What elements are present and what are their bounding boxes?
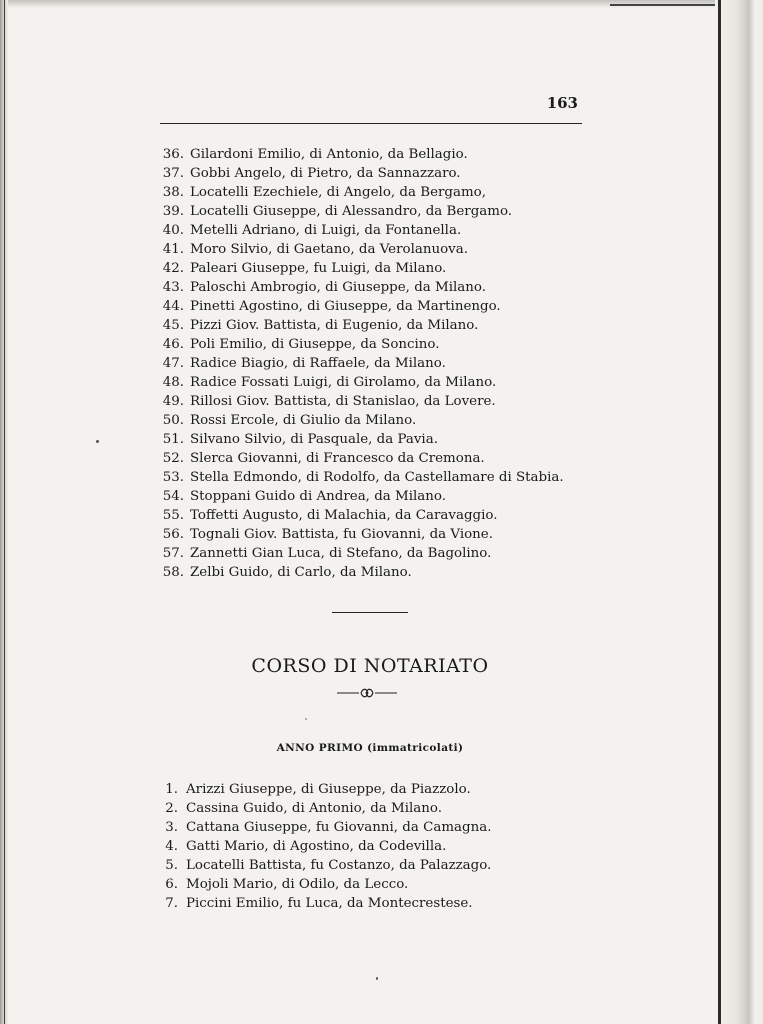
list-item	[152, 335, 564, 354]
list-item-number: 53.	[162, 470, 184, 485]
list-item	[152, 487, 564, 506]
list-item	[152, 259, 564, 278]
list-item	[160, 894, 491, 913]
list-item-number: 2.	[165, 801, 178, 816]
list-item	[152, 164, 564, 183]
list-item-text: Silvano Silvio, di Pasquale, da Pavia.	[190, 432, 438, 447]
list-item	[152, 525, 564, 544]
list-item-text: Poli Emilio, di Giuseppe, da Soncino.	[190, 337, 440, 352]
list-item-text: Slerca Giovanni, di Francesco da Cremona.	[190, 451, 485, 466]
list-item	[152, 240, 564, 259]
list-item-text: Stoppani Guido di Andrea, da Milano.	[190, 489, 446, 504]
list-item-text: Locatelli Ezechiele, di Angelo, da Bergamo,	[190, 185, 486, 200]
list-item	[152, 373, 564, 392]
list-item-number: 54.	[162, 489, 184, 504]
list-item-text: Rossi Ercole, di Giulio da Milano.	[190, 413, 417, 428]
list-item-text: Locatelli Battista, fu Costanzo, da Palazzago.	[186, 858, 492, 873]
page-number: 163	[546, 94, 578, 112]
list-item-text: Cassina Guido, di Antonio, da Milano.	[186, 801, 442, 816]
page-left-edge-line	[4, 0, 5, 1024]
list-item	[160, 856, 491, 875]
list-item-number: 42.	[162, 261, 184, 276]
header-rule	[160, 123, 582, 124]
list-item-number: 40.	[162, 223, 184, 238]
list-item	[160, 818, 491, 837]
page-right-edge-line	[718, 0, 721, 1024]
list-item-text: Zelbi Guido, di Carlo, da Milano.	[190, 565, 412, 580]
list-item	[152, 145, 564, 164]
list-item-number: 50.	[162, 413, 184, 428]
section-title: CORSO DI NOTARIATO	[251, 655, 489, 677]
list-item-text: Arizzi Giuseppe, di Giuseppe, da Piazzolo.	[186, 782, 471, 797]
list-item-text: Piccini Emilio, fu Luca, da Montecrestese.	[186, 896, 473, 911]
list-item-text: Cattana Giuseppe, fu Giovanni, da Camagna.	[186, 820, 492, 835]
list-item-number: 46.	[162, 337, 184, 352]
list-item	[152, 221, 564, 240]
list-item-text: Paloschi Ambrogio, di Giuseppe, da Milano.	[190, 280, 486, 295]
list-item	[152, 563, 564, 582]
list-item-text: Pinetti Agostino, di Giuseppe, da Martinengo.	[190, 299, 501, 314]
page-right-edge	[715, 0, 763, 1024]
scan-speck	[376, 977, 378, 980]
list-item-number: 45.	[162, 318, 184, 333]
list-item	[152, 297, 564, 316]
list-item-number: 37.	[162, 166, 184, 181]
list-item	[152, 278, 564, 297]
list-item	[160, 799, 491, 818]
list-item-text: Toffetti Augusto, di Malachia, da Caravaggio.	[190, 508, 498, 523]
list-item-number: 48.	[162, 375, 184, 390]
list-item	[152, 544, 564, 563]
list-item-text: Stella Edmondo, di Rodolfo, da Castellamare di Stabia.	[190, 470, 564, 485]
list-item-number: 56.	[162, 527, 184, 542]
list-item	[160, 837, 491, 856]
list-item-number: 51.	[162, 432, 184, 447]
section-subheading: ANNO PRIMO (immatricolati)	[276, 742, 464, 754]
list-item-number: 55.	[162, 508, 184, 523]
list-item-text: Locatelli Giuseppe, di Alessandro, da Bergamo.	[190, 204, 513, 219]
list-item-number: 4.	[165, 839, 178, 854]
list-item	[152, 430, 564, 449]
scan-speck	[96, 440, 99, 443]
list-item-text: Radice Fossati Luigi, di Girolamo, da Milano.	[190, 375, 497, 390]
list-item	[152, 392, 564, 411]
notariato-student-list	[160, 780, 491, 913]
list-item-number: 58.	[162, 565, 184, 580]
page-top-edge-mark	[610, 4, 720, 6]
list-item	[152, 468, 564, 487]
list-item	[152, 449, 564, 468]
list-item	[152, 202, 564, 221]
list-item-text: Rillosi Giov. Battista, di Stanislao, da Lovere.	[190, 394, 496, 409]
list-item-number: 44.	[162, 299, 184, 314]
list-item-number: 39.	[162, 204, 184, 219]
list-item-text: Metelli Adriano, di Luigi, da Fontanella.	[190, 223, 462, 238]
list-item-text: Radice Biagio, di Raffaele, da Milano.	[190, 356, 446, 371]
list-item	[152, 354, 564, 373]
list-item-text: Gilardoni Emilio, di Antonio, da Bellagio.	[190, 147, 468, 162]
list-item-text: Gobbi Angelo, di Pietro, da Sannazzaro.	[190, 166, 461, 181]
list-item-text: Zannetti Gian Luca, di Stefano, da Bagolino.	[190, 546, 492, 561]
list-item-number: 57.	[162, 546, 184, 561]
list-item-text: Gatti Mario, di Agostino, da Codevilla.	[186, 839, 447, 854]
list-item-text: Paleari Giuseppe, fu Luigi, da Milano.	[190, 261, 447, 276]
list-item-number: 6.	[165, 877, 178, 892]
list-item-number: 43.	[162, 280, 184, 295]
list-item-text: Tognali Giov. Battista, fu Giovanni, da Vione.	[190, 527, 493, 542]
list-item-text: Mojoli Mario, di Odilo, da Lecco.	[186, 877, 409, 892]
scan-speck	[305, 718, 307, 720]
list-item-number: 49.	[162, 394, 184, 409]
list-item	[152, 506, 564, 525]
list-item-number: 1.	[165, 782, 178, 797]
student-list-continued	[152, 145, 564, 582]
list-item-text: Pizzi Giov. Battista, di Eugenio, da Milano.	[190, 318, 479, 333]
list-item	[152, 316, 564, 335]
list-item	[152, 183, 564, 202]
list-item-number: 52.	[162, 451, 184, 466]
list-item-number: 7.	[165, 896, 178, 911]
list-item-number: 47.	[162, 356, 184, 371]
list-item	[160, 875, 491, 894]
list-item-number: 38.	[162, 185, 184, 200]
list-item-text: Moro Silvio, di Gaetano, da Verolanuova.	[190, 242, 468, 257]
list-item	[160, 780, 491, 799]
ornament-divider-icon	[335, 684, 399, 700]
list-item-number: 41.	[162, 242, 184, 257]
list-item-number: 3.	[165, 820, 178, 835]
section-separator-rule	[332, 612, 408, 613]
list-item-number: 36.	[162, 147, 184, 162]
list-item	[152, 411, 564, 430]
list-item-number: 5.	[165, 858, 178, 873]
